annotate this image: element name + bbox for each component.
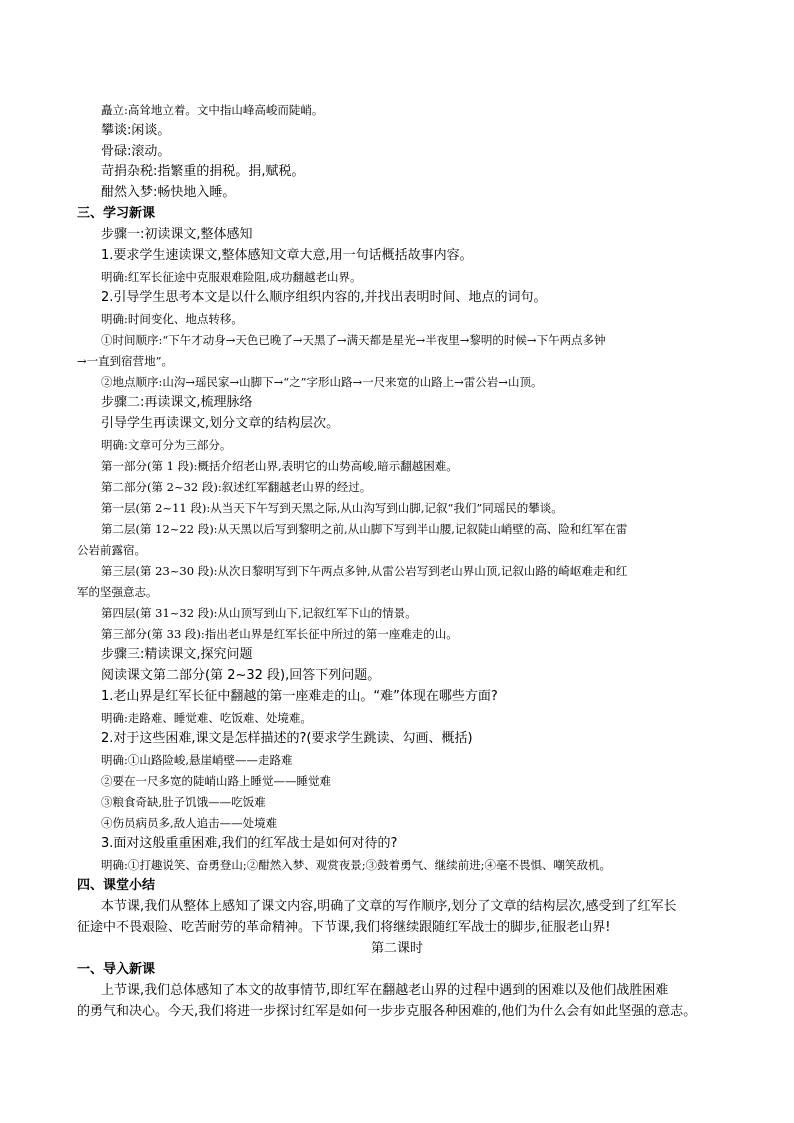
answer-line: 军的坚强意志。 [77,585,158,599]
vocab-line: 苛捐杂税:指繁重的捐税。捐,赋税。 [101,164,305,179]
step-heading: 步骤二:再读课文,梳理脉络 [101,395,253,410]
body-line: 的勇气和决心。今天,我们将进一步探讨红军是如何一步步克服各种困难的,他们为什么会有如此坚强的意志。 [77,1004,697,1019]
answer-line: ②地点顺序:山沟→瑶民家→山脚下→“之”字形山路→一尺来宽的山路上→雷公岩→山顶。 [101,375,543,389]
answer-line: 第三部分(第 33 段):指出老山界是红军长征中所过的第一座难走的山。 [101,627,458,641]
section-heading: 四、课堂小结 [77,878,156,893]
vocab-line: 骨碌:滚动。 [101,144,171,159]
answer-line: 第二层(第 12~22 段):从天黑以后写到黎明之前,从山脚下写到半山腰,记叙陡山峭壁的高、险和红军在雷 [101,522,628,536]
question-line: 1.要求学生速读课文,整体感知文章大意,用一句话概括故事内容。 [101,248,473,263]
section-heading: 三、学习新课 [77,206,156,221]
question-line: 阅读课文第二部分(第 2~32 段),回答下列问题。 [101,668,381,683]
body-line: 上节课,我们总体感知了本文的故事情节,即红军在翻越老山界的过程中遇到的困难以及他们战胜困难 [101,983,669,998]
answer-line: 明确:①打趣说笑、奋勇登山;②酣然入梦、观赏夜景;③鼓着勇气、继续前进;④毫不畏惧、嘲笑敌机。 [101,858,611,872]
answer-line: 第一部分(第 1 段):概括介绍老山界,表明它的山势高峻,暗示翻越困难。 [101,459,458,473]
body-line: 征途中不畏艰险、吃苦耐劳的革命精神。下节课,我们将继续跟随红军战士的脚步,征服老山界! [77,920,611,935]
answer-line: ③粮食奇缺,肚子饥饿——吃饭难 [101,795,266,809]
answer-line: →一直到宿营地”。 [77,354,174,368]
answer-line: 明确:①山路险峻,悬崖峭壁——走路难 [101,753,293,767]
question-line: 引导学生再读课文,划分文章的结构层次。 [101,416,340,431]
body-line: 本节课,我们从整体上感知了课文内容,明确了文章的写作顺序,划分了文章的结构层次,感受到了红军长 [101,899,677,914]
lesson-title: 第二课时 [370,941,423,956]
answer-line: 明确:红军长征途中克服艰难险阻,成功翻越老山界。 [101,270,362,284]
answer-line: 第四层(第 31~32 段):从山顶写到山下,记叙红军下山的情景。 [101,606,417,620]
vocab-line: 酣然入梦:畅快地入睡。 [101,185,236,200]
answer-line: 第三层(第 23~30 段):从次日黎明写到下午两点多钟,从雷公岩写到老山界山顶,记叙山路的崎岖难走和红 [101,564,628,578]
answer-line: ④伤员病员多,敌人追击——处境难 [101,816,278,830]
step-heading: 步骤一:初读课文,整体感知 [101,227,253,242]
answer-line: ②要在一尺多宽的陡峭山路上睡觉——睡觉难 [101,774,331,788]
question-line: 2.对于这些困难,课文是怎样描述的?(要求学生跳读、勾画、概括) [101,731,473,746]
step-heading: 步骤三:精读课文,探究问题 [101,647,253,662]
answer-line: 公岩前露宿。 [77,543,146,557]
answer-line: 第一层(第 2~11 段):从当天下午写到天黑之际,从山沟写到山脚,记叙“我们”同瑶民的攀谈。 [101,501,563,515]
answer-line: 明确:文章可分为三部分。 [101,438,232,452]
answer-line: 明确:时间变化、地点转移。 [101,312,243,326]
answer-line: 明确:走路难、睡觉难、吃饭难、处境难。 [101,711,312,725]
question-line: 3.面对这般重重困难,我们的红军战士是如何对待的? [101,836,398,851]
answer-line: 第二部分(第 2~32 段):叙述红军翻越老山界的经过。 [101,480,372,494]
question-line: 2.引导学生思考本文是以什么顺序组织内容的,并找出表明时间、地点的词句。 [101,290,547,305]
section-heading: 一、导入新课 [77,962,156,977]
vocab-line: 矗立:高耸地立着。文中指山峰高峻而陡峭。 [101,103,324,117]
question-line: 1.老山界是红军长征中翻越的第一座难走的山。“难”体现在哪些方面? [101,689,498,704]
vocab-line: 攀谈:闲谈。 [101,123,171,138]
answer-line: ①时间顺序:“下午才动身→天色已晚了→天黑了→满天都是星光→半夜里→黎明的时候→下午两点多钟 [101,333,606,347]
